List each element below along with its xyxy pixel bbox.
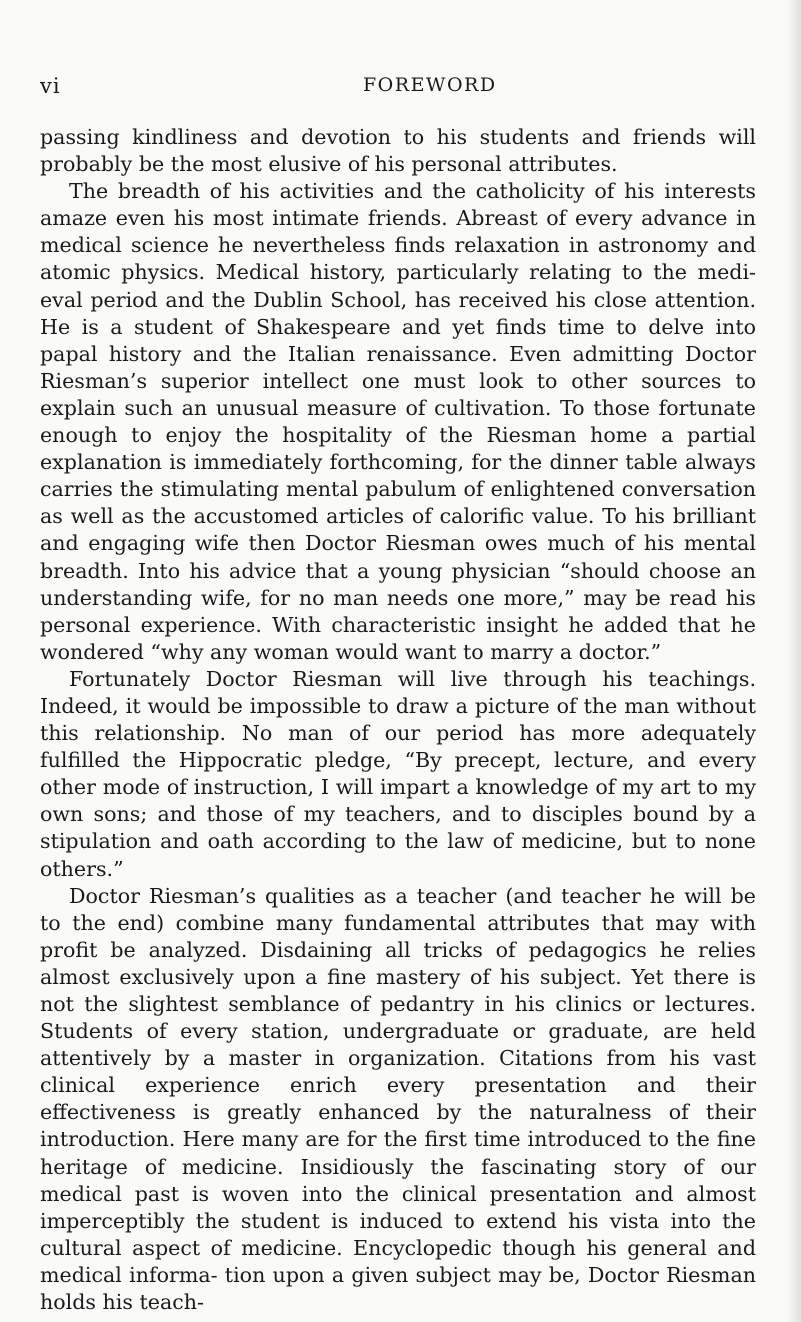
paragraph: Fortunately Doctor Riesman will live through his teachings. Indeed, it would be impossible to draw a picture of the man without this relationship. No man of our period has more adequately fulfilled the Hippocratic pledge, “By precept, lecture, and every other mode of instruction, I will impart a knowledge of my art to my own sons; and those of my teachers, and to disciples bound by a stipulation and oath according to the law of medicine, but to none others.”: [40, 666, 756, 881]
page-number: vi: [40, 74, 61, 98]
paragraph: The breadth of his activities and the catholicity of his interests amaze even his most intimate friends. Abreast of every advance in medical science he nevertheless finds relaxation in astronomy and atomic physics. Medical history, particularly relating to the medi- eval period and the Dublin School, has received his close attention. He is a student of Shakespeare and yet finds time to delve into papal history and the Italian renaissance. Even admitting Doctor Riesman’s superior intellect one must look to other sources to explain such an unusual measure of cultivation. To those fortunate enough to enjoy the hospitality of the Riesman home a partial explanation is immediately forthcoming, for the dinner table always carries the stimulating mental pabulum of enlightened conversation as well as the accustomed articles of calorific value. To his brilliant and engaging wife then Doctor Riesman owes much of his mental breadth. Into his advice that a young physician “should choose an understanding wife, for no man needs one more,” may be read his personal experience. With characteristic insight he added that he wondered “why any woman would want to marry a doctor.”: [40, 179, 756, 664]
body-text: [40, 124, 756, 1316]
page-edge-shadow: [787, 0, 801, 1322]
running-title: FOREWORD: [363, 74, 497, 96]
paragraph-continued: passing kindliness and devotion to his students and friends will probably be the most elusive of his personal attributes.: [40, 125, 756, 177]
page-header: [40, 74, 756, 104]
paragraph: Doctor Riesman’s qualities as a teacher (and teacher he will be to the end) combine many fundamental attributes that may with profit be analyzed. Disdaining all tricks of pedagogics he relies almost exclusively upon a fine mastery of his subject. Yet there is not the slightest semblance of pedantry in his clinics or lectures. Students of every station, undergraduate or graduate, are held attentively by a master in organization. Citations from his vast clinical experience enrich every presentation and their effectiveness is greatly enhanced by the naturalness of their introduction. Here many are for the first time introduced to the fine heritage of medicine. Insidiously the fascinating story of our medical past is woven into the clinical presentation and almost imperceptibly the student is induced to extend his vista into the cultural aspect of medicine. Encyclopedic though his general and medical informa- tion upon a given subject may be, Doctor Riesman holds his teach-: [40, 883, 756, 1315]
